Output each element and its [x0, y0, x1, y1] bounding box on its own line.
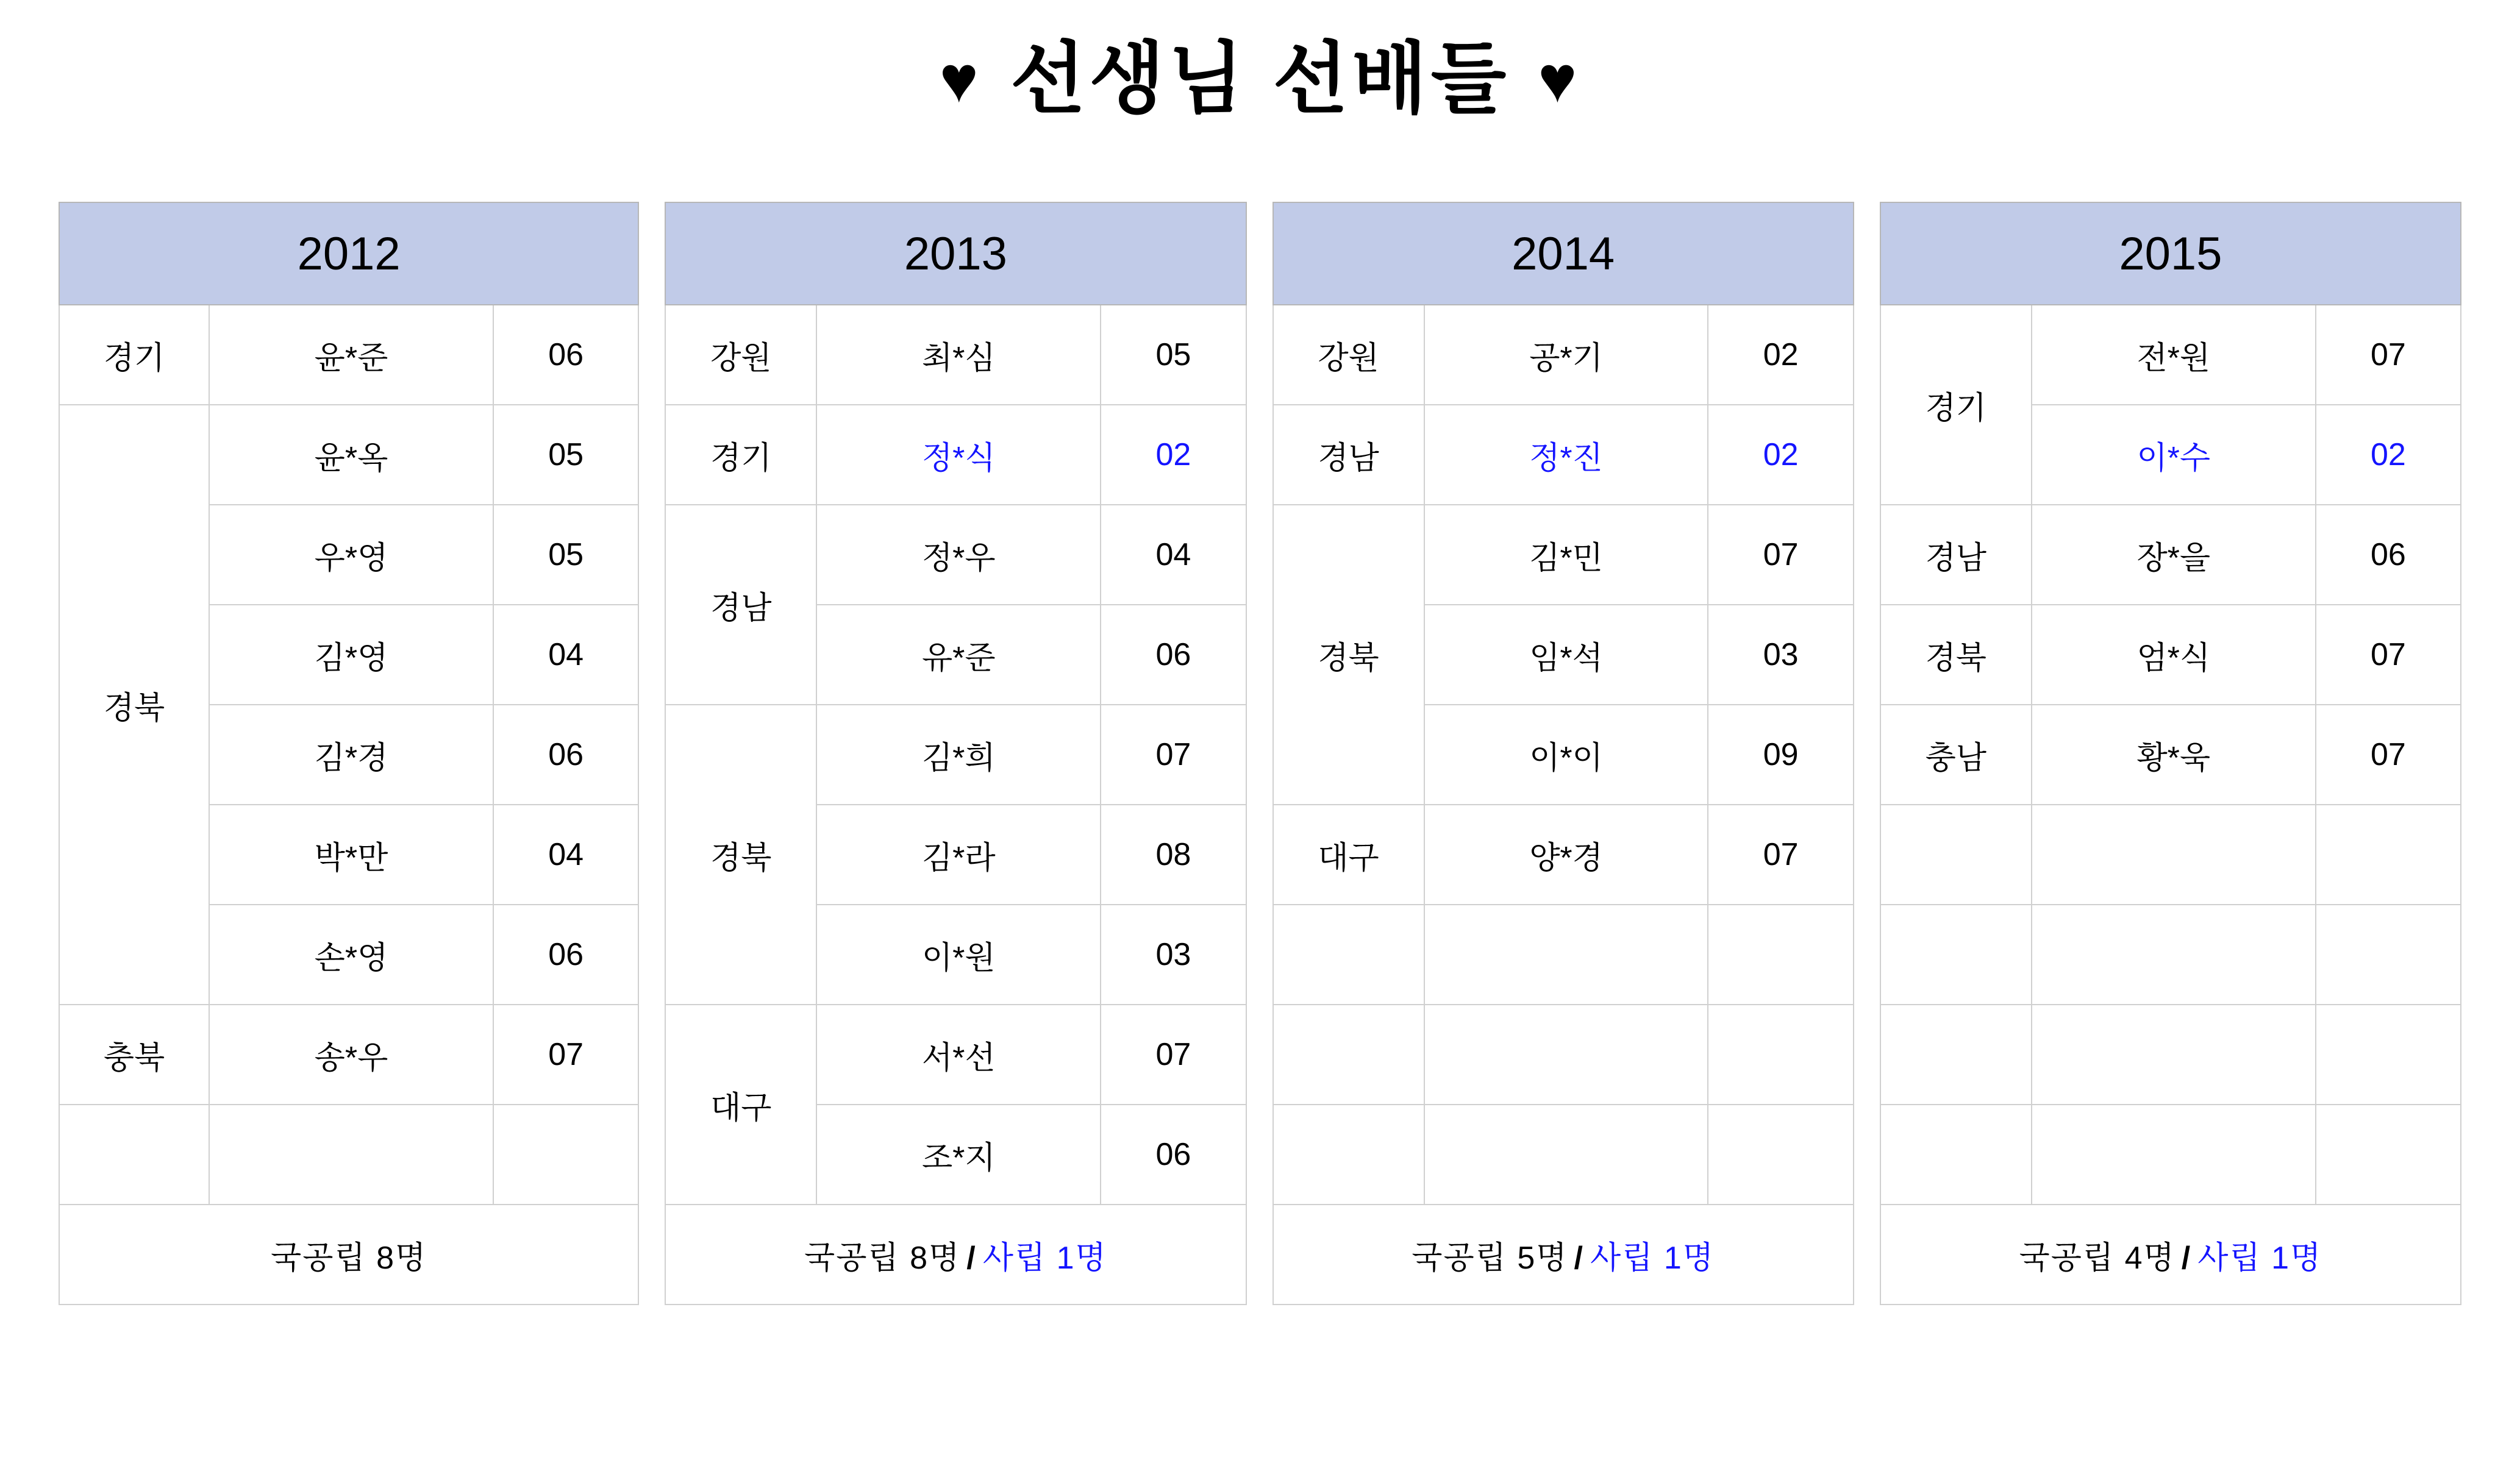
- region-cell: [1880, 1005, 2032, 1105]
- table-row: [1880, 905, 2461, 1005]
- region-cell: [59, 1105, 209, 1205]
- year-table-2015: [1880, 202, 2461, 1305]
- table-row: [1880, 1105, 2461, 1205]
- name-cell: [2032, 1105, 2316, 1205]
- name-cell: 이*이: [1424, 705, 1708, 805]
- name-cell: 김*영: [209, 605, 493, 705]
- region-cell: 경남: [1880, 505, 2032, 605]
- table-row: [1880, 305, 2461, 405]
- name-cell: 김*민: [1424, 505, 1708, 605]
- number-cell: 06: [493, 305, 638, 405]
- private-count-label: 사립 1명: [2197, 1240, 2322, 1276]
- number-cell: [493, 1105, 638, 1205]
- year-tables-container: [0, 202, 2520, 1305]
- summary-cell: [1273, 1205, 1854, 1305]
- name-cell: 윤*옥: [209, 405, 493, 505]
- table-row: [1273, 1005, 1854, 1105]
- year-header-row: [59, 202, 638, 305]
- name-cell: 정*우: [816, 505, 1101, 605]
- footer-row: [1273, 1205, 1854, 1305]
- name-cell: 송*우: [209, 1005, 493, 1105]
- name-cell: 공*기: [1424, 305, 1708, 405]
- number-cell: [1708, 905, 1853, 1005]
- footer-row: [665, 1205, 1246, 1305]
- name-cell: 손*영: [209, 905, 493, 1005]
- region-cell: 경북: [59, 405, 209, 1005]
- name-cell: 유*준: [816, 605, 1101, 705]
- region-cell: [1880, 805, 2032, 905]
- region-cell: 경기: [665, 405, 816, 505]
- table-row: [665, 505, 1246, 605]
- table-row: [1273, 505, 1854, 605]
- page-root: [0, 24, 2520, 1463]
- region-cell: 경북: [1880, 605, 2032, 705]
- table-row: [1880, 1005, 2461, 1105]
- name-cell: 이*원: [816, 905, 1101, 1005]
- name-cell: 김*희: [816, 705, 1101, 805]
- number-cell: [1708, 1005, 1853, 1105]
- number-cell: 07: [2316, 705, 2461, 805]
- region-cell: 대구: [1273, 805, 1424, 905]
- region-cell: 경북: [1273, 505, 1424, 805]
- name-cell: 전*원: [2032, 305, 2316, 405]
- year-table-2014: [1272, 202, 1854, 1305]
- table-row: [665, 705, 1246, 805]
- table-row: [1880, 605, 2461, 705]
- region-cell: [1273, 905, 1424, 1005]
- table-row: [1273, 405, 1854, 505]
- name-cell: [1424, 1105, 1708, 1205]
- name-cell: 양*경: [1424, 805, 1708, 905]
- number-cell: 06: [493, 705, 638, 805]
- number-cell: 04: [493, 605, 638, 705]
- year-header-row: [665, 202, 1246, 305]
- name-cell: 장*을: [2032, 505, 2316, 605]
- table-row: [1273, 305, 1854, 405]
- number-cell: 07: [2316, 605, 2461, 705]
- name-cell: [1424, 905, 1708, 1005]
- name-cell: 윤*준: [209, 305, 493, 405]
- table-row: [59, 1005, 638, 1105]
- name-cell: 엄*식: [2032, 605, 2316, 705]
- name-cell: 김*라: [816, 805, 1101, 905]
- number-cell: 07: [1101, 705, 1246, 805]
- table-row: [59, 1105, 638, 1205]
- region-cell: 강원: [665, 305, 816, 405]
- summary-separator: /: [966, 1240, 977, 1276]
- number-cell: 04: [1101, 505, 1246, 605]
- year-header-cell: 2014: [1273, 202, 1854, 305]
- heart-icon-right: ♥: [1538, 42, 1581, 116]
- page-title-text: 선생님 선배들: [1010, 35, 1510, 123]
- number-cell: 03: [1101, 905, 1246, 1005]
- number-cell: 02: [1101, 405, 1246, 505]
- page-title: [0, 24, 2520, 133]
- number-cell: 04: [493, 805, 638, 905]
- number-cell: 05: [493, 505, 638, 605]
- name-cell: [2032, 805, 2316, 905]
- region-cell: 충남: [1880, 705, 2032, 805]
- number-cell: 07: [1708, 805, 1853, 905]
- name-cell: 서*선: [816, 1005, 1101, 1105]
- public-count-label: 국공립 5명: [1412, 1240, 1568, 1276]
- summary-cell: [59, 1205, 638, 1305]
- name-cell: [2032, 905, 2316, 1005]
- number-cell: 02: [1708, 405, 1853, 505]
- number-cell: 03: [1708, 605, 1853, 705]
- number-cell: 07: [493, 1005, 638, 1105]
- number-cell: 07: [2316, 305, 2461, 405]
- region-cell: [1273, 1005, 1424, 1105]
- number-cell: 02: [1708, 305, 1853, 405]
- year-header-cell: 2012: [59, 202, 638, 305]
- table-row: [1880, 505, 2461, 605]
- name-cell: [2032, 1005, 2316, 1105]
- year-header-cell: 2015: [1880, 202, 2461, 305]
- number-cell: 06: [1101, 1105, 1246, 1205]
- number-cell: 07: [1101, 1005, 1246, 1105]
- year-header-row: [1273, 202, 1854, 305]
- summary-cell: [1880, 1205, 2461, 1305]
- public-count-label: 국공립 8명: [804, 1240, 961, 1276]
- region-cell: 대구: [665, 1005, 816, 1205]
- year-table-2012: [59, 202, 639, 1305]
- region-cell: 강원: [1273, 305, 1424, 405]
- name-cell: 정*진: [1424, 405, 1708, 505]
- region-cell: 경남: [665, 505, 816, 705]
- heart-icon-left: ♥: [939, 42, 982, 116]
- number-cell: [1708, 1105, 1853, 1205]
- region-cell: 경기: [1880, 305, 2032, 505]
- name-cell: 조*지: [816, 1105, 1101, 1205]
- number-cell: 06: [2316, 505, 2461, 605]
- table-row: [665, 1005, 1246, 1105]
- name-cell: 정*식: [816, 405, 1101, 505]
- number-cell: [2316, 905, 2461, 1005]
- table-row: [59, 305, 638, 405]
- number-cell: [2316, 1105, 2461, 1205]
- summary-separator: /: [1574, 1240, 1584, 1276]
- private-count-label: 사립 1명: [982, 1240, 1107, 1276]
- year-table-2013: [665, 202, 1246, 1305]
- region-cell: [1880, 905, 2032, 1005]
- table-row: [59, 405, 638, 505]
- year-header-cell: 2013: [665, 202, 1246, 305]
- number-cell: 02: [2316, 405, 2461, 505]
- number-cell: [2316, 1005, 2461, 1105]
- name-cell: 김*경: [209, 705, 493, 805]
- number-cell: 09: [1708, 705, 1853, 805]
- table-row: [1273, 805, 1854, 905]
- name-cell: 임*석: [1424, 605, 1708, 705]
- table-row: [1273, 905, 1854, 1005]
- summary-cell: [665, 1205, 1246, 1305]
- footer-row: [59, 1205, 638, 1305]
- number-cell: [2316, 805, 2461, 905]
- region-cell: 경기: [59, 305, 209, 405]
- year-header-row: [1880, 202, 2461, 305]
- name-cell: 박*만: [209, 805, 493, 905]
- name-cell: [1424, 1005, 1708, 1105]
- summary-separator: /: [2181, 1240, 2192, 1276]
- table-row: [665, 405, 1246, 505]
- name-cell: [209, 1105, 493, 1205]
- region-cell: 경북: [665, 705, 816, 1005]
- private-count-label: 사립 1명: [1590, 1240, 1715, 1276]
- region-cell: [1273, 1105, 1424, 1205]
- region-cell: 충북: [59, 1005, 209, 1105]
- region-cell: 경남: [1273, 405, 1424, 505]
- number-cell: 06: [493, 905, 638, 1005]
- name-cell: 황*욱: [2032, 705, 2316, 805]
- public-count-label: 국공립 8명: [270, 1240, 427, 1276]
- table-row: [665, 305, 1246, 405]
- footer-row: [1880, 1205, 2461, 1305]
- number-cell: 07: [1708, 505, 1853, 605]
- number-cell: 05: [1101, 305, 1246, 405]
- number-cell: 05: [493, 405, 638, 505]
- public-count-label: 국공립 4명: [2019, 1240, 2176, 1276]
- region-cell: [1880, 1105, 2032, 1205]
- name-cell: 우*영: [209, 505, 493, 605]
- number-cell: 06: [1101, 605, 1246, 705]
- table-row: [1273, 1105, 1854, 1205]
- table-row: [1880, 805, 2461, 905]
- table-row: [1880, 705, 2461, 805]
- name-cell: 이*수: [2032, 405, 2316, 505]
- number-cell: 08: [1101, 805, 1246, 905]
- name-cell: 최*심: [816, 305, 1101, 405]
